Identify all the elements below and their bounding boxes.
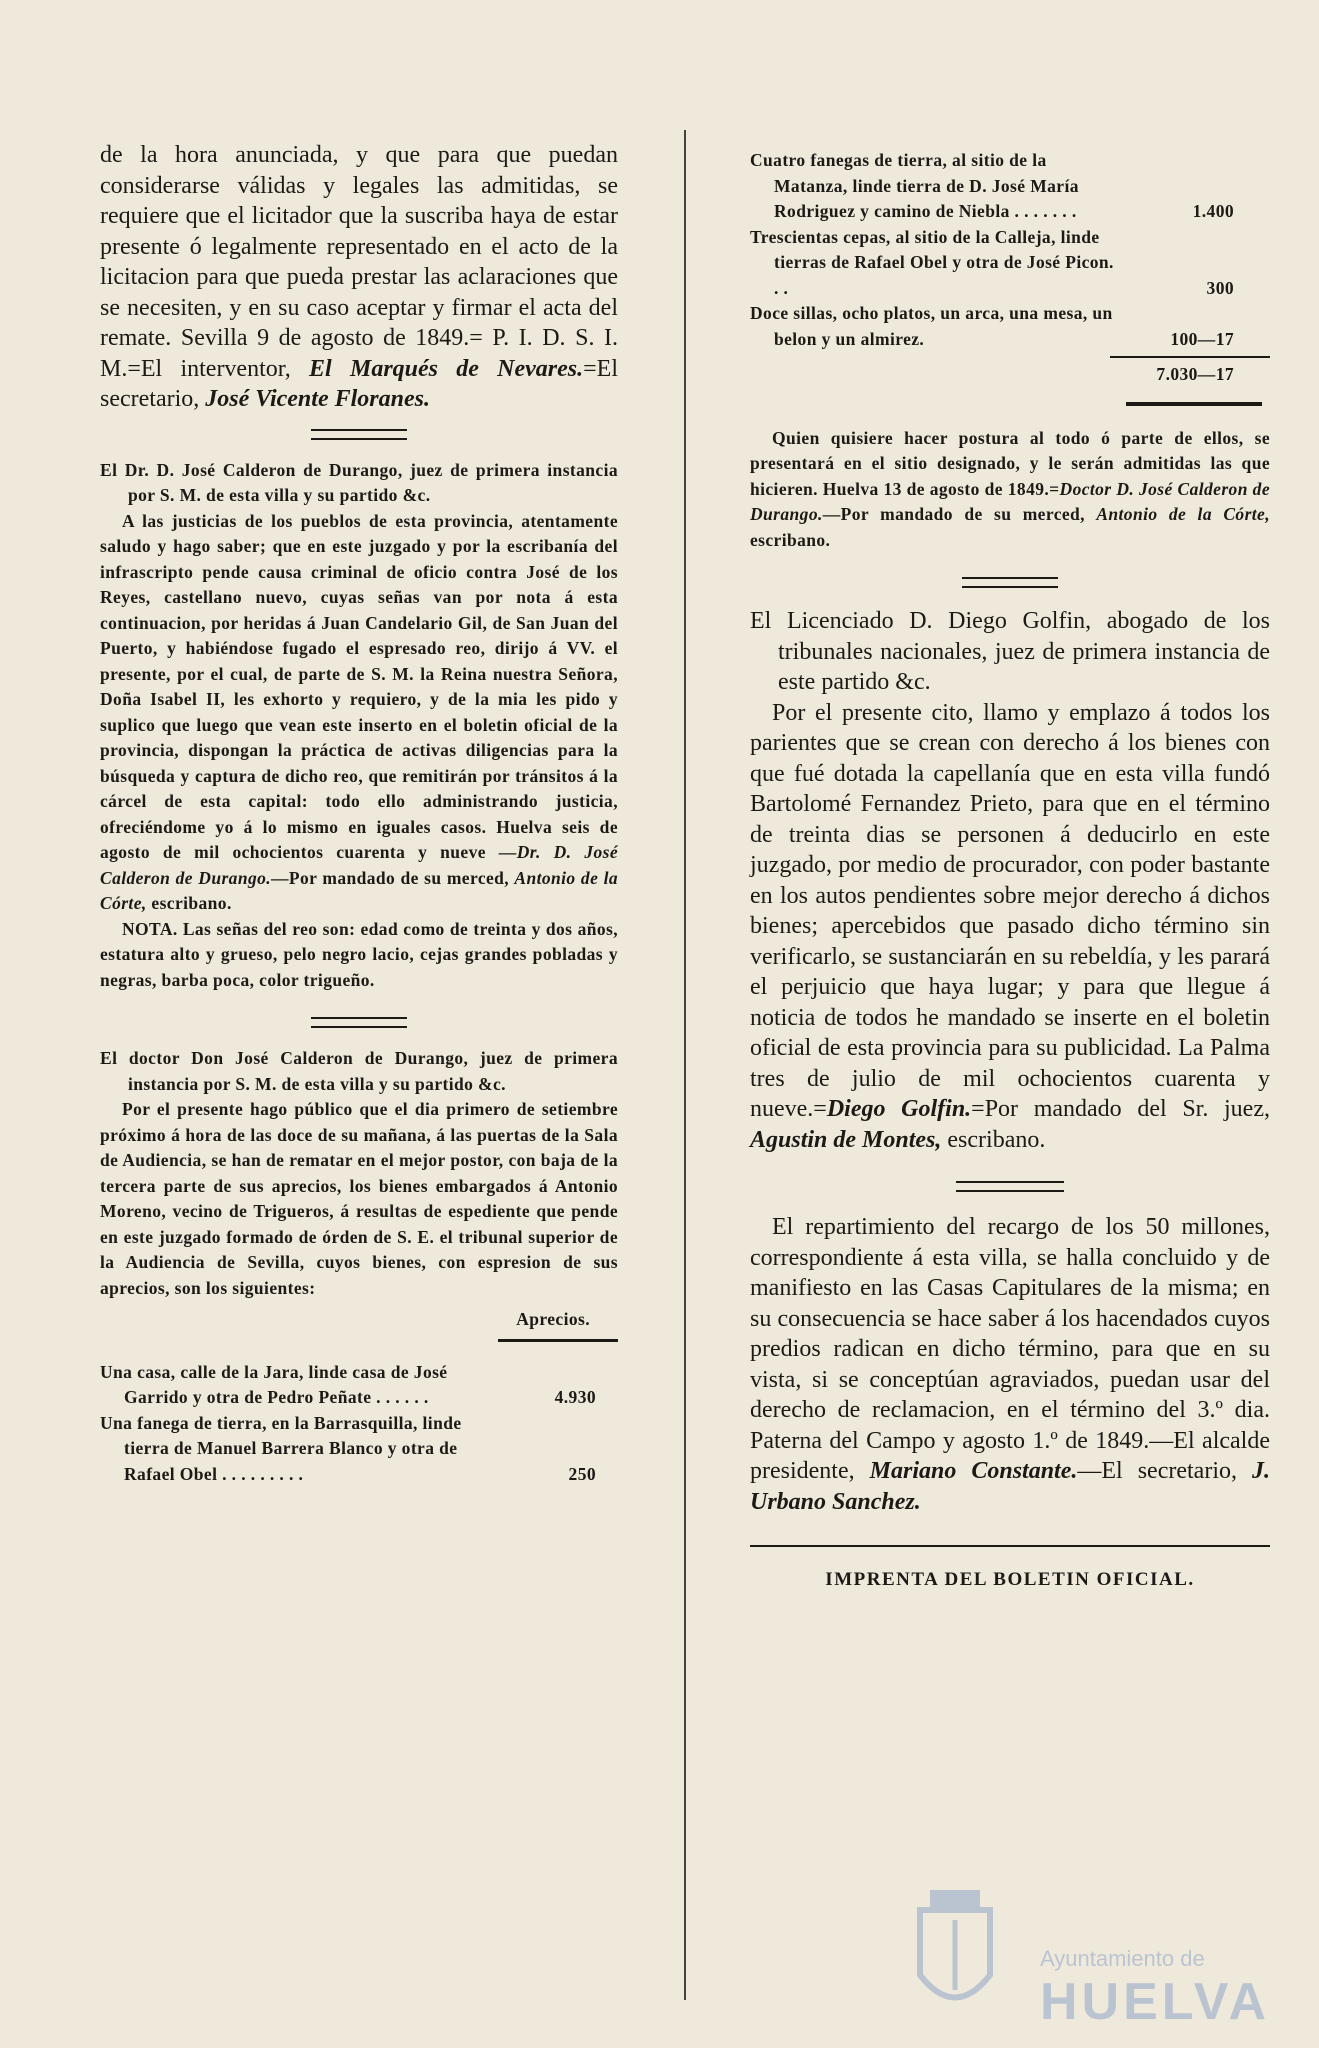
edict1-heading: El Dr. D. José Calderon de Durango, juez de primera instancia por S. M. de esta villa y su partido &c. [100, 459, 618, 505]
inventory-item: Una casa, calle de la Jara, linde casa de José Garrido y otra de Pedro Peñate . . . . . . 4.930 [100, 1361, 596, 1407]
inventory-item: Cuatro fanegas de tierra, al sitio de la Matanza, linde tierra de D. José María Rodriguez y camino de Niebla . . . . . . . 1.400 [750, 150, 1234, 221]
aprecios-rule [498, 1339, 618, 1342]
edict2-heading: El doctor Don José Calderon de Durango, juez de primera instancia por S. M. de esta villa y su partido &c. [100, 1048, 618, 1094]
nota-paragraph: NOTA. Las señas del reo son: edad como de treinta y dos años, estatura alto y grueso, pelo negro lacio, cejas grandes pobladas y negras, barba poca, color trigueño. [100, 918, 618, 990]
column-divider [684, 130, 686, 2000]
section-ornament [311, 429, 407, 440]
edict2-body: Por el presente hago público que el dia primero de setiembre próximo á hora de las doce de su mañana, á las puertas de la Sala de Audiencia, se han de rematar en el mejor postor, con baja de la tercera parte de sus aprecios, los bienes embargados á Antonio Moreno, vecino de Trigueros, á resultas de espediente que pende en este juzgado formado de órden de S. E. el tribunal superior de la Audiencia de Sevilla, cuyos bienes, con espresion de sus aprecios, son los siguientes: [100, 1099, 618, 1298]
right-column [750, 148, 1270, 1591]
paterna-notice: El repartimiento del recargo de los 50 millones, correspondiente á esta villa, se halla concluido y de manifiesto en las Casas Capitulares de la misma; en su consecuencia se hace saber á los hacendados cuyos predios radican en dicho término, para que en su vista, si se conceptúan agraviados, puedan usar del derecho de reclamacion, en el término del 3.º dia. Paterna del Campo y agosto 1.º de 1849.—El alcalde presidente, Mariano Constante.—El secretario, J. Urbano Sanchez. [750, 1214, 1270, 1515]
total-rule [1126, 402, 1262, 406]
watermark-text-top: Ayuntamiento de [1040, 1946, 1205, 1971]
inventory-item: Doce sillas, ocho platos, un arca, una mesa, un belon y un almirez. 100—17 [750, 303, 1234, 349]
golfin-body: Por el presente cito, llamo y emplazo á todos los parientes que se crean con derecho á los bienes con que fué dotada la capellanía que en esta villa fundó Bartolomé Fernandez Prieto, para que en el término de treinta dias se personen á deducirlo en este juzgado, por medio de procurador, con poder bastante en los autos pendientes sobre mejor derecho á dichos bienes; apercebidos que pasado dicho término sin verificarlo, se sustanciarán en su rebeldía, y les parará el perjuicio que haya lugar; y para que llegue á noticia de todos he mandado se inserte en el boletin oficial de esta provincia para su publicidad. La Palma tres de julio de mil ochocientos cuarenta y nueve.=Diego Golfin.=Por mandado del Sr. juez, Agustin de Montes, escribano. [750, 699, 1270, 1153]
footer-rule [750, 1545, 1270, 1547]
edict1-body: A las justicias de los pueblos de esta provincia, atentamente saludo y hago saber; que en este juzgado y por la escribanía del infrascripto pende causa criminal de oficio contra José de los Reyes, castellano nuevo, cuyas señas van por nota á esta continuacion, por heridas á Juan Candelario Gil, de San Juan del Puerto, y habiéndose fugado el espresado reo, dirijo á VV. el presente, por el cual, de parte de S. M. la Reina nuestra Señora, Doña Isabel II, les exhorto y requiero, y de la mia les pido y suplico que luego que vean este inserto en el boletin oficial de la provincia, dispongan la práctica de activas diligencias para la búsqueda y captura de dicho reo, que remitirán por tránsitos á la cárcel de esta capital: todo ello administrando justicia, ofreciéndome yo á lo mismo en iguales casos. Huelva seis de agosto de mil ochocientos cuarenta y nueve —Dr. D. José Calderon de Durango.—Por mandado de su merced, Antonio de la Córte, escribano. [100, 510, 618, 913]
coat-of-arms-icon [900, 1880, 1010, 2030]
left-column [100, 140, 618, 1487]
section-ornament [311, 1017, 407, 1028]
inventory-item: Trescientas cepas, al sitio de la Calleja, linde tierras de Rafael Obel y otra de José Picon. . . 300 [750, 226, 1234, 298]
postura-notice: Quien quisiere hacer postura al todo ó parte de ellos, se presentará en el sitio designado, y le serán admitidas las que hicieren. Huelva 13 de agosto de 1849.=Doctor D. José Calderon de Durango.—Por mandado de su merced, Antonio de la Córte, escribano. [750, 427, 1270, 550]
section-ornament [962, 577, 1058, 588]
printer-imprint: IMPRENTA DEL BOLETIN OFICIAL. [825, 1569, 1195, 1590]
inventory-item: Una fanega de tierra, en la Barrasquilla, linde tierra de Manuel Barrera Blanco y otra de Rafael Obel . . . . . . . . . 250 [100, 1412, 596, 1484]
total-value: 7.030—17 [1156, 364, 1234, 384]
section-ornament [956, 1181, 1064, 1192]
aprecios-header: Aprecios. [516, 1309, 590, 1329]
archive-watermark [900, 1880, 1280, 2040]
watermark-text-main: HUELVA [1040, 1973, 1271, 2031]
sum-rule [1110, 356, 1270, 358]
auction-notice-ending: de la hora anunciada, y que para que puedan considerarse válidas y legales las admitidas, se requiere que el licitador que la suscriba haya de estar presente ó legalmente representado en el acto de la licitacion para que pueda prestar las aclaraciones que se necesiten, y en su caso aceptar y firmar el acta del remate. Sevilla 9 de agosto de 1849.= P. I. D. S. I. M.=El interventor, El Marqués de Nevares.=El secretario, José Vicente Floranes. [100, 142, 618, 412]
golfin-heading: El Licenciado D. Diego Golfin, abogado de los tribunales nacionales, juez de primera instancia de este partido &c. [750, 608, 1270, 695]
